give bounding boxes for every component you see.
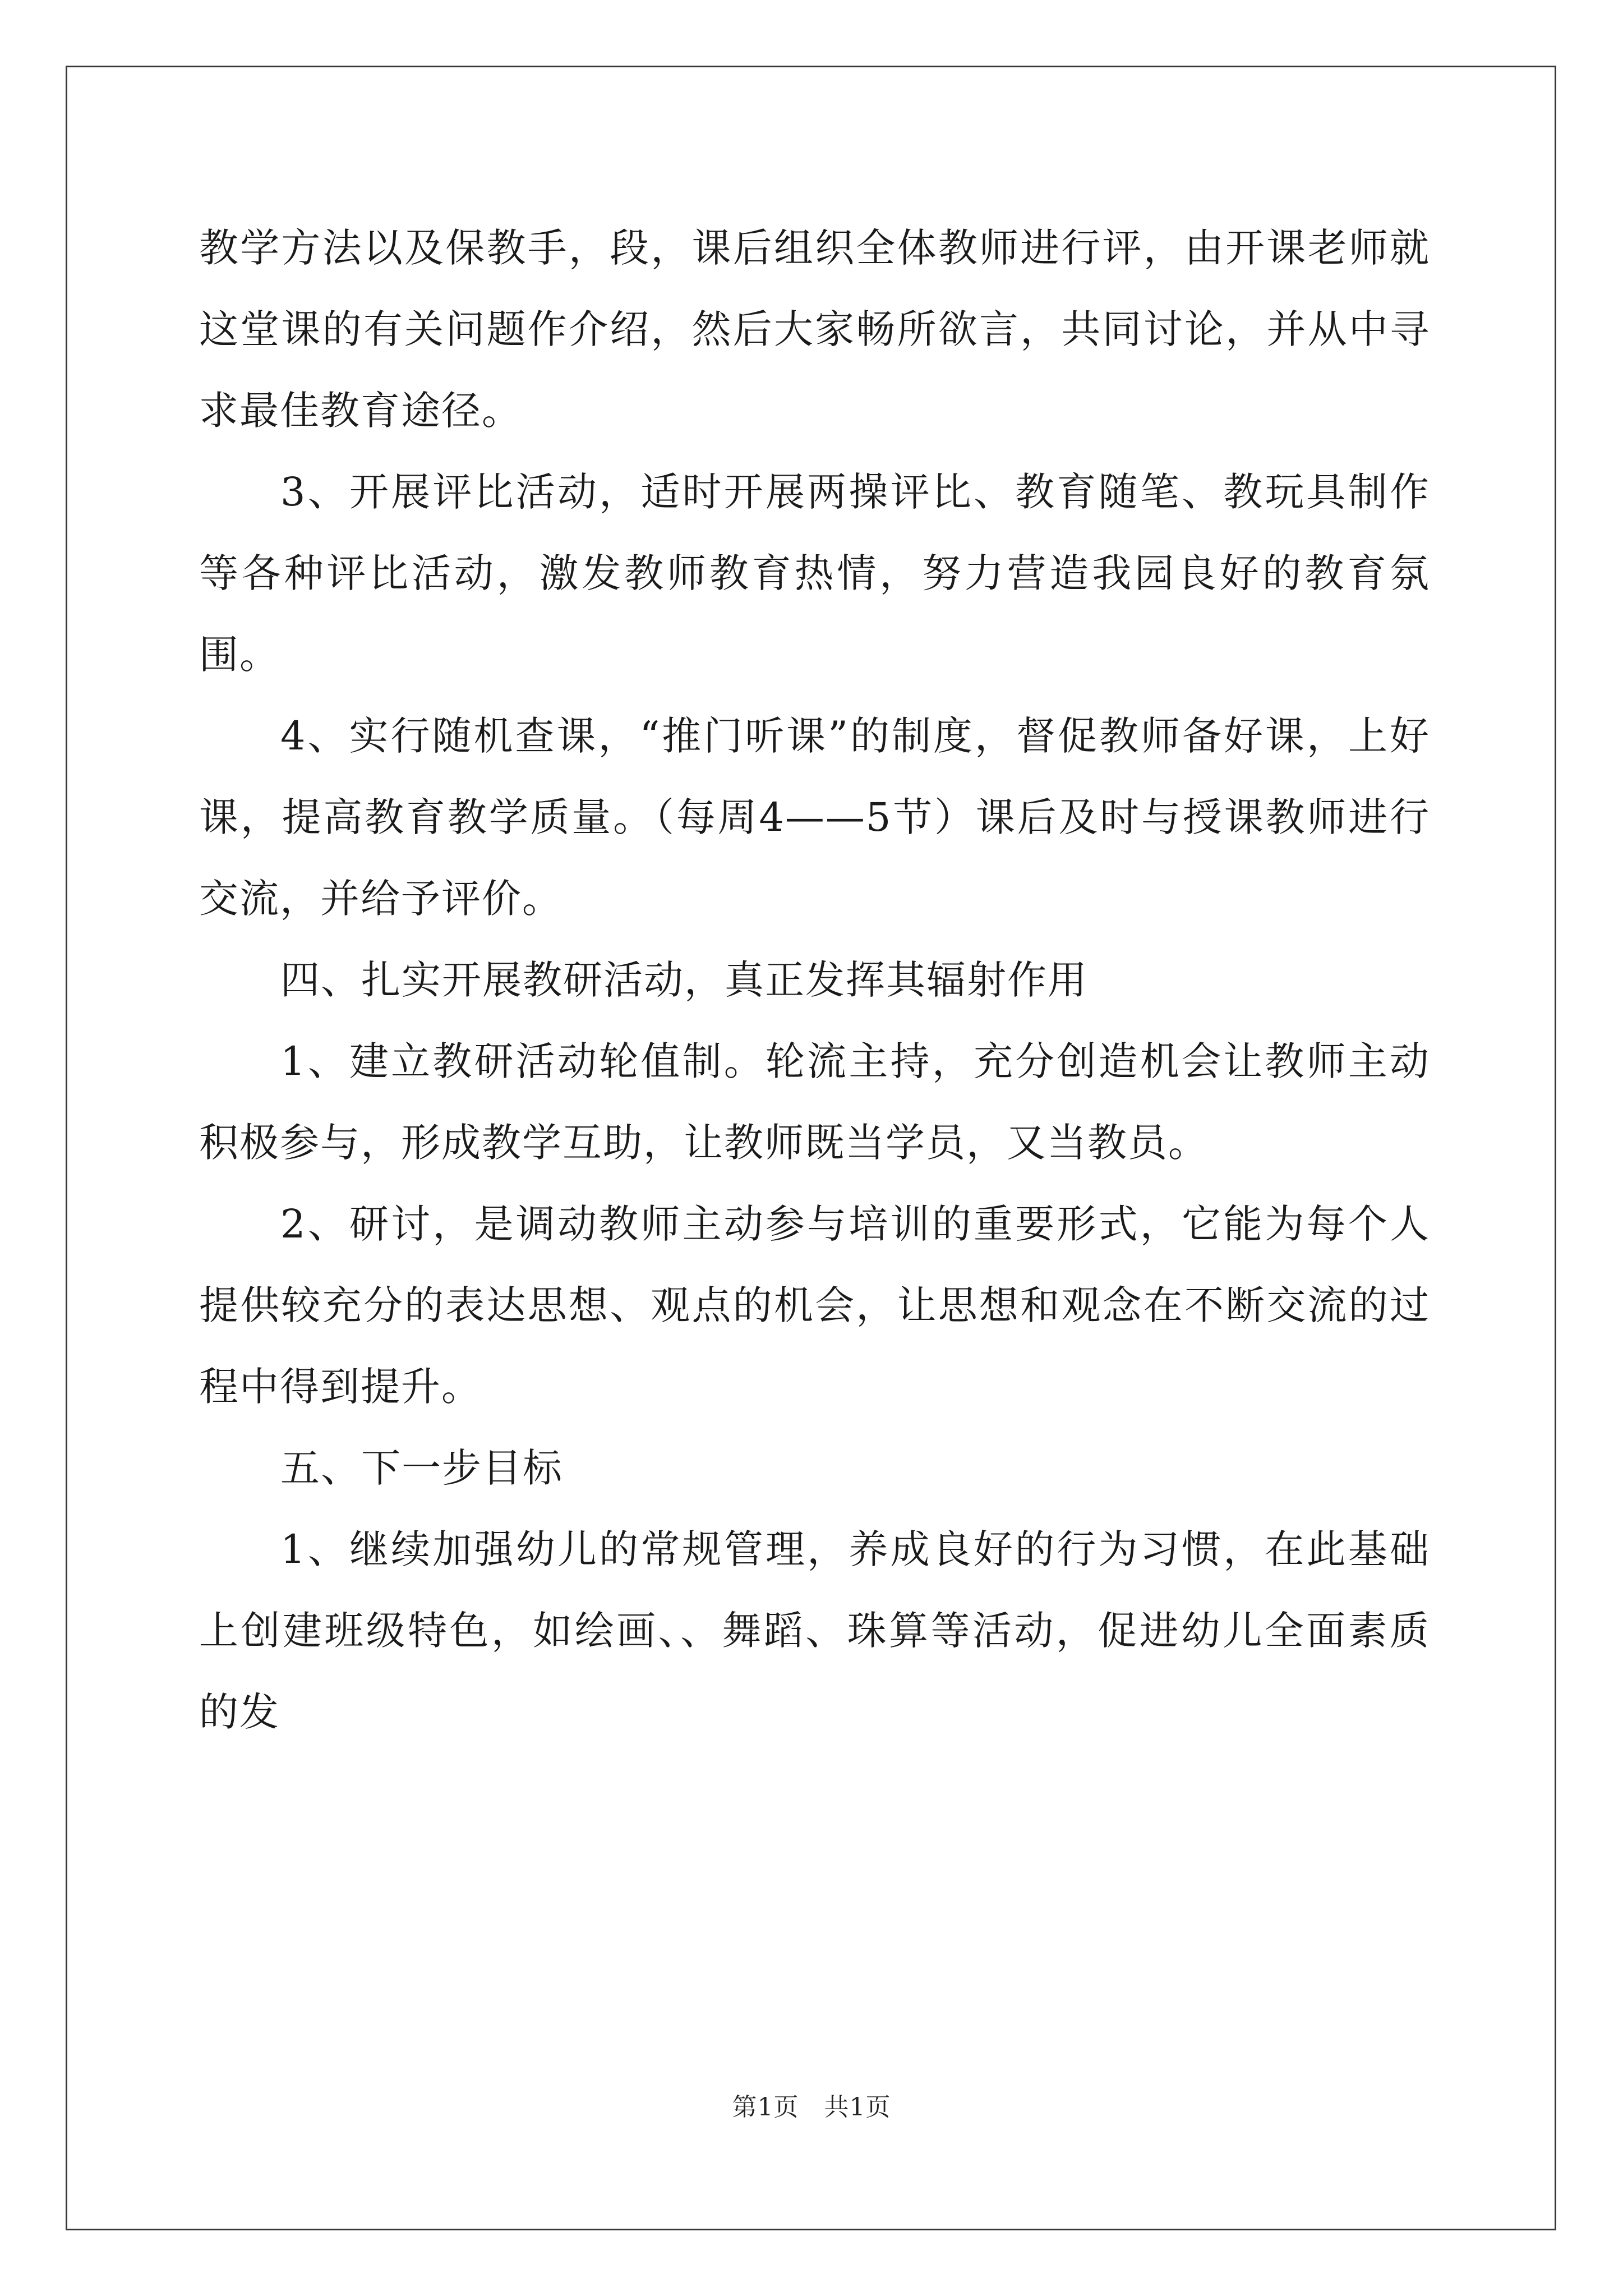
paragraph-1: 教学方法以及保教手，段，课后组织全体教师进行评，由开课老师就这堂课的有关问题作介绍，然后大家畅所欲言，共同讨论，并从中寻求最佳教育途径。 [199,225,1430,434]
paragraph-8: 1、继续加强幼儿的常规管理，养成良好的行为习惯，在此基础上创建班级特色，如绘画、、舞蹈、珠算等活动，促进幼儿全面素质的发 [199,1526,1430,1735]
document-body [199,208,1430,1753]
paragraph-2: 3、开展评比活动，适时开展两操评比、教育随笔、教玩具制作等各种评比活动，激发教师教育热情，努力营造我园良好的教育氛围。 [199,469,1430,678]
section-heading-4: 四、扎实开展教研活动，真正发挥其辐射作用 [280,957,1088,1003]
section-heading-5: 五、下一步目标 [280,1445,563,1491]
paragraph-5: 1、建立教研活动轮值制。轮流主持，充分创造机会让教师主动积极参与，形成教学互助，让教师既当学员，又当教员。 [199,1038,1430,1166]
paragraph-6: 2、研讨，是调动教师主动参与培训的重要形式，它能为每个人提供较充分的表达思想、观点的机会，让思想和观念在不断交流的过程中得到提升。 [199,1201,1430,1410]
page-number-footer: 第1页 共1页 [732,2093,891,2122]
paragraph-3: 4、实行随机查课，“推门听课”的制度，督促教师备好课，上好课，提高教育教学质量。（每周4——5节）课后及时与授课教师进行交流，并给予评价。 [199,713,1430,922]
